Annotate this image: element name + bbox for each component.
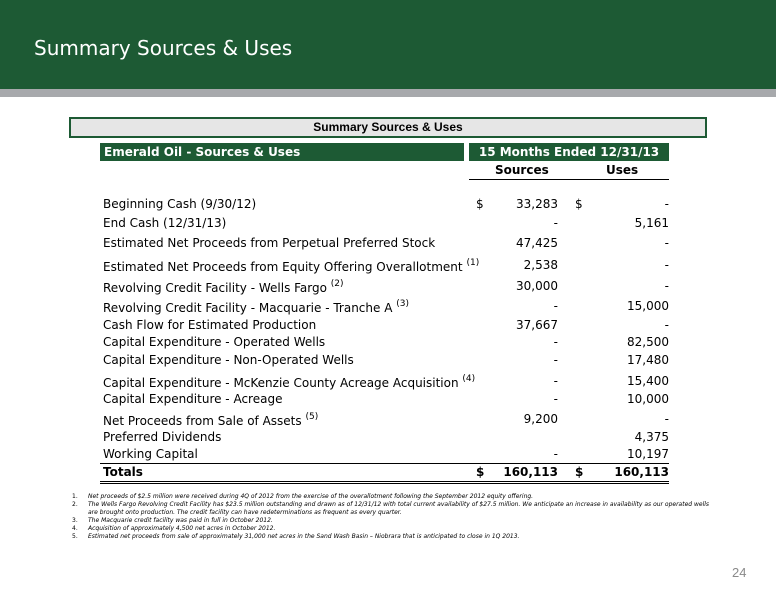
uses-value: 17,480 [627, 353, 669, 367]
sources-dollar: $ [476, 465, 485, 479]
footnote-ref: (5) [305, 412, 319, 422]
row-label: Capital Expenditure - Operated Wells [103, 335, 326, 349]
uses-dollar: $ [575, 465, 584, 479]
period-header: 15 Months Ended 12/31/13 [469, 143, 669, 161]
uses-value: 10,000 [627, 392, 669, 406]
row-label: Estimated Net Proceeds from Equity Offering Overallotment $^{(1)}$ [103, 258, 480, 274]
footnote-ref: (2) [330, 279, 344, 289]
uses-value: - [664, 318, 669, 332]
sources-value: 33,283 [516, 197, 558, 211]
totals-double-rule [100, 481, 669, 482]
totals-double-rule [100, 483, 669, 484]
uses-value: 10,197 [627, 447, 669, 461]
table-row [103, 236, 669, 255]
sources-value: 47,425 [516, 236, 558, 250]
row-label: Beginning Cash (9/30/12) [103, 197, 257, 211]
footnote-item: 5. Estimated net proceeds from sale of approximately 31,000 net acres in the Sand Wash Basin – Niobrara that is anticipated to close in 1Q 2013. [72, 533, 520, 541]
col-header-underline [469, 179, 669, 180]
row-label: Revolving Credit Facility - Wells Fargo $^{(2)}$ [103, 279, 344, 295]
uses-dollar: $ [575, 197, 583, 211]
footnote-ref: (4) [462, 374, 476, 384]
row-label: Revolving Credit Facility - Macquarie - Tranche A $^{(3)}$ [103, 299, 409, 315]
footnote-item: 1. Net proceeds of $2.5 million were received during 4Q of 2012 from the exercise of the overallotment following the September 2012 equity offering. [72, 493, 534, 500]
uses-value: 4,375 [634, 430, 669, 444]
table-row [103, 197, 669, 216]
sources-value: 9,200 [523, 412, 558, 426]
sources-value: 30,000 [516, 279, 558, 293]
footnote-ref: (3) [396, 299, 409, 309]
sources-value: - [553, 299, 558, 313]
uses-value: - [664, 258, 669, 272]
page-title: Summary Sources & Uses [34, 36, 293, 60]
sources-value: - [553, 335, 558, 349]
table-row [103, 216, 669, 235]
footnote-item: 2. The Wells Fargo Revolving Credit Facility has $23.5 million outstanding and drawn as of 12/31/12 with total current availability of $27.5 million. We anticipate an increase in availability as our operated wells are brought onto production. The credit facility can have redeterminations as frequent as every quarter. [72, 501, 710, 517]
table-row [103, 335, 669, 354]
sources-total: 160,113 [503, 465, 558, 479]
uses-value: 5,161 [634, 216, 669, 230]
footnote-ref: (1) [466, 258, 480, 268]
page-number: 24 [732, 565, 747, 580]
uses-value: 15,000 [627, 299, 669, 313]
table-title: Emerald Oil - Sources & Uses [100, 143, 464, 161]
table-row [103, 279, 669, 298]
col-header-uses: Uses [606, 163, 639, 177]
row-label: Net Proceeds from Sale of Assets $^{(5)}$ [103, 412, 319, 428]
row-label: End Cash (12/31/13) [103, 216, 227, 230]
table-row [103, 299, 669, 318]
row-label: Estimated Net Proceeds from Perpetual Preferred Stock [103, 236, 436, 250]
sources-value: - [553, 447, 558, 461]
col-header-sources: Sources [495, 163, 549, 177]
sources-value: - [553, 216, 558, 230]
row-label: Capital Expenditure - Non-Operated Wells [103, 353, 354, 367]
uses-total: 160,113 [614, 465, 669, 479]
row-label: Capital Expenditure - Acreage [103, 392, 283, 406]
sources-value: - [553, 392, 558, 406]
uses-value: 15,400 [627, 374, 669, 388]
sources-value: 37,667 [516, 318, 558, 332]
sources-dollar: $ [476, 197, 484, 211]
header-stripe [0, 89, 776, 97]
uses-value: 82,500 [627, 335, 669, 349]
header-banner [0, 0, 776, 89]
footnote-item: 3. The Macquarie credit facility was paid in full in October 2012. [72, 517, 273, 525]
table-row [103, 392, 669, 411]
uses-value: - [664, 236, 669, 250]
row-label: Cash Flow for Estimated Production [103, 318, 317, 332]
footnotes [72, 493, 712, 542]
totals-label: Totals [103, 465, 143, 479]
row-label: Preferred Dividends [103, 430, 222, 444]
sources-value: - [553, 353, 558, 367]
uses-value: - [664, 197, 669, 211]
table-row [103, 258, 669, 277]
footnote-item: 4. Acquisition of approximately 4,500 net acres in October 2012. [72, 525, 276, 533]
sources-value: - [553, 374, 558, 388]
table-row [103, 412, 669, 431]
row-label: Working Capital [103, 447, 198, 461]
table-row [103, 374, 669, 393]
totals-top-rule [100, 463, 669, 464]
row-label: Capital Expenditure - McKenzie County Acreage Acquisition $^{(4)}$ [103, 374, 476, 390]
summary-title-box: Summary Sources & Uses [69, 117, 707, 138]
uses-value: - [664, 279, 669, 293]
uses-value: - [664, 412, 669, 426]
sources-value: 2,538 [523, 258, 558, 272]
table-row [103, 353, 669, 372]
